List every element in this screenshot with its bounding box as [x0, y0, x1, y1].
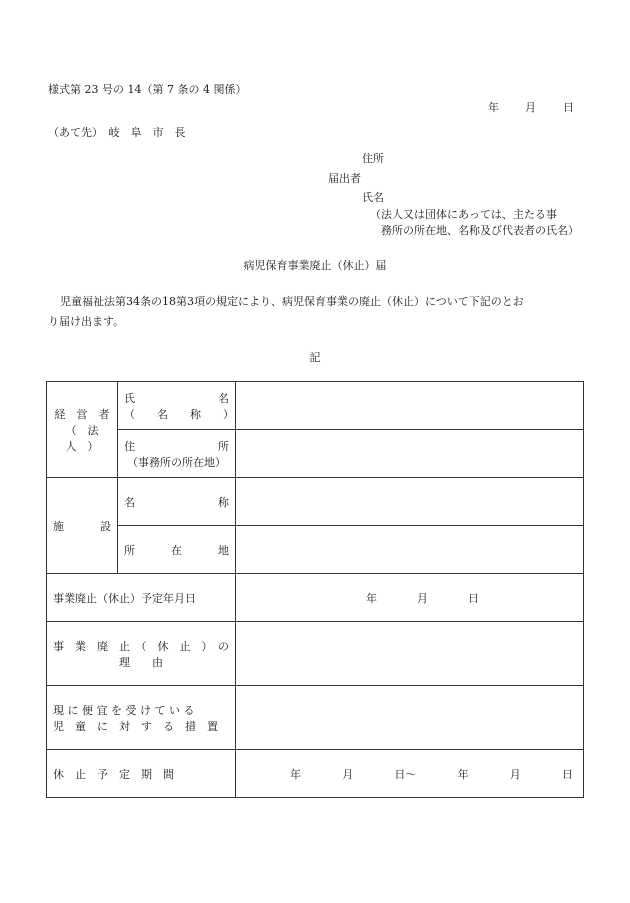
reason-field[interactable] — [236, 622, 584, 686]
planned-date-label-cell — [47, 574, 236, 622]
op-addr-a2: 所 — [218, 439, 229, 453]
facility-label-1: 施 — [53, 519, 64, 533]
period-month-2: 月 — [509, 767, 521, 781]
fac-name-1: 名 — [124, 495, 135, 509]
period-day-1: 日～ — [394, 767, 417, 781]
reason-label-1: 事 業 廃 止 （ 休 止 ） の — [53, 639, 229, 653]
reason-label-2: 理 由 — [119, 655, 163, 669]
facility-name-field[interactable] — [236, 478, 584, 526]
facility-label-2: 設 — [100, 519, 111, 533]
operator-label-2: （ 法 人 ） — [65, 423, 110, 453]
op-addr-a1: 住 — [124, 439, 135, 453]
body-line1: 児童福祉法第34条の18第3項の規定により、病児保育事業の廃止（休止）について下記のとお — [60, 295, 524, 308]
measures-field[interactable] — [236, 686, 584, 750]
address-label: 住所 — [362, 152, 384, 165]
facility-name-label-cell — [118, 478, 236, 526]
facility-location-field[interactable] — [236, 526, 584, 574]
op-name-b: （ 名 称 ） — [124, 407, 234, 421]
planned-date-field[interactable] — [236, 574, 584, 622]
period-year-1: 年 — [290, 767, 301, 781]
op-name-a2: 名 — [218, 391, 229, 405]
period-field[interactable] — [236, 750, 584, 798]
measures-label-2: 児 童 に 対 す る 措 置 — [53, 719, 218, 733]
document-title: 病児保育事業廃止（休止）届 — [243, 259, 387, 272]
planned-month: 月 — [417, 591, 428, 605]
facility-label-cell — [47, 478, 118, 574]
planned-year: 年 — [366, 591, 377, 605]
body-line2: り届け出ます。 — [48, 315, 125, 328]
operator-name-label-cell — [118, 382, 236, 430]
date-month-label: 月 — [525, 101, 536, 114]
fac-loc-2: 在 — [171, 543, 182, 557]
facility-location-label-cell — [118, 526, 236, 574]
form-table — [46, 381, 584, 798]
operator-address-label-cell — [118, 430, 236, 478]
name-label: 氏名 — [362, 191, 384, 204]
form-number: 様式第 23 号の 14（第 7 条の 4 関係） — [48, 83, 247, 96]
measures-label-cell — [47, 686, 236, 750]
applicant-note-line2: 務所の所在地、名称及び代表者の氏名） — [381, 224, 579, 237]
date-year-label: 年 — [488, 101, 499, 114]
period-label-cell — [47, 750, 236, 798]
op-name-a1: 氏 — [124, 391, 135, 405]
applicant-label: 届出者 — [328, 172, 361, 185]
period-label: 休 止 予 定 期 間 — [53, 767, 174, 781]
period-month-1: 月 — [342, 767, 354, 781]
applicant-note-line1: （法人又は団体にあっては、主たる事 — [370, 208, 557, 221]
fac-loc-3: 地 — [218, 543, 229, 557]
date-day-label: 日 — [563, 101, 574, 114]
period-day-2: 日 — [561, 767, 573, 781]
ki-label: 記 — [309, 351, 321, 364]
operator-label-1: 経 営 者 — [54, 407, 110, 421]
reason-label-cell — [47, 622, 236, 686]
fac-loc-1: 所 — [124, 543, 135, 557]
operator-name-field[interactable] — [236, 382, 584, 430]
period-year-2: 年 — [457, 767, 469, 781]
op-addr-b: （事務所の所在地） — [127, 455, 226, 469]
planned-date-label: 事業廃止（休止）予定年月日 — [53, 591, 196, 605]
operator-address-field[interactable] — [236, 430, 584, 478]
measures-label-1: 現 に 便 宜 を 受 け て い る — [53, 703, 195, 717]
operator-label-cell — [47, 382, 118, 478]
fac-name-2: 称 — [218, 495, 229, 509]
planned-day: 日 — [468, 591, 479, 605]
addressee: （あて先） 岐 阜 市 長 — [48, 126, 186, 139]
